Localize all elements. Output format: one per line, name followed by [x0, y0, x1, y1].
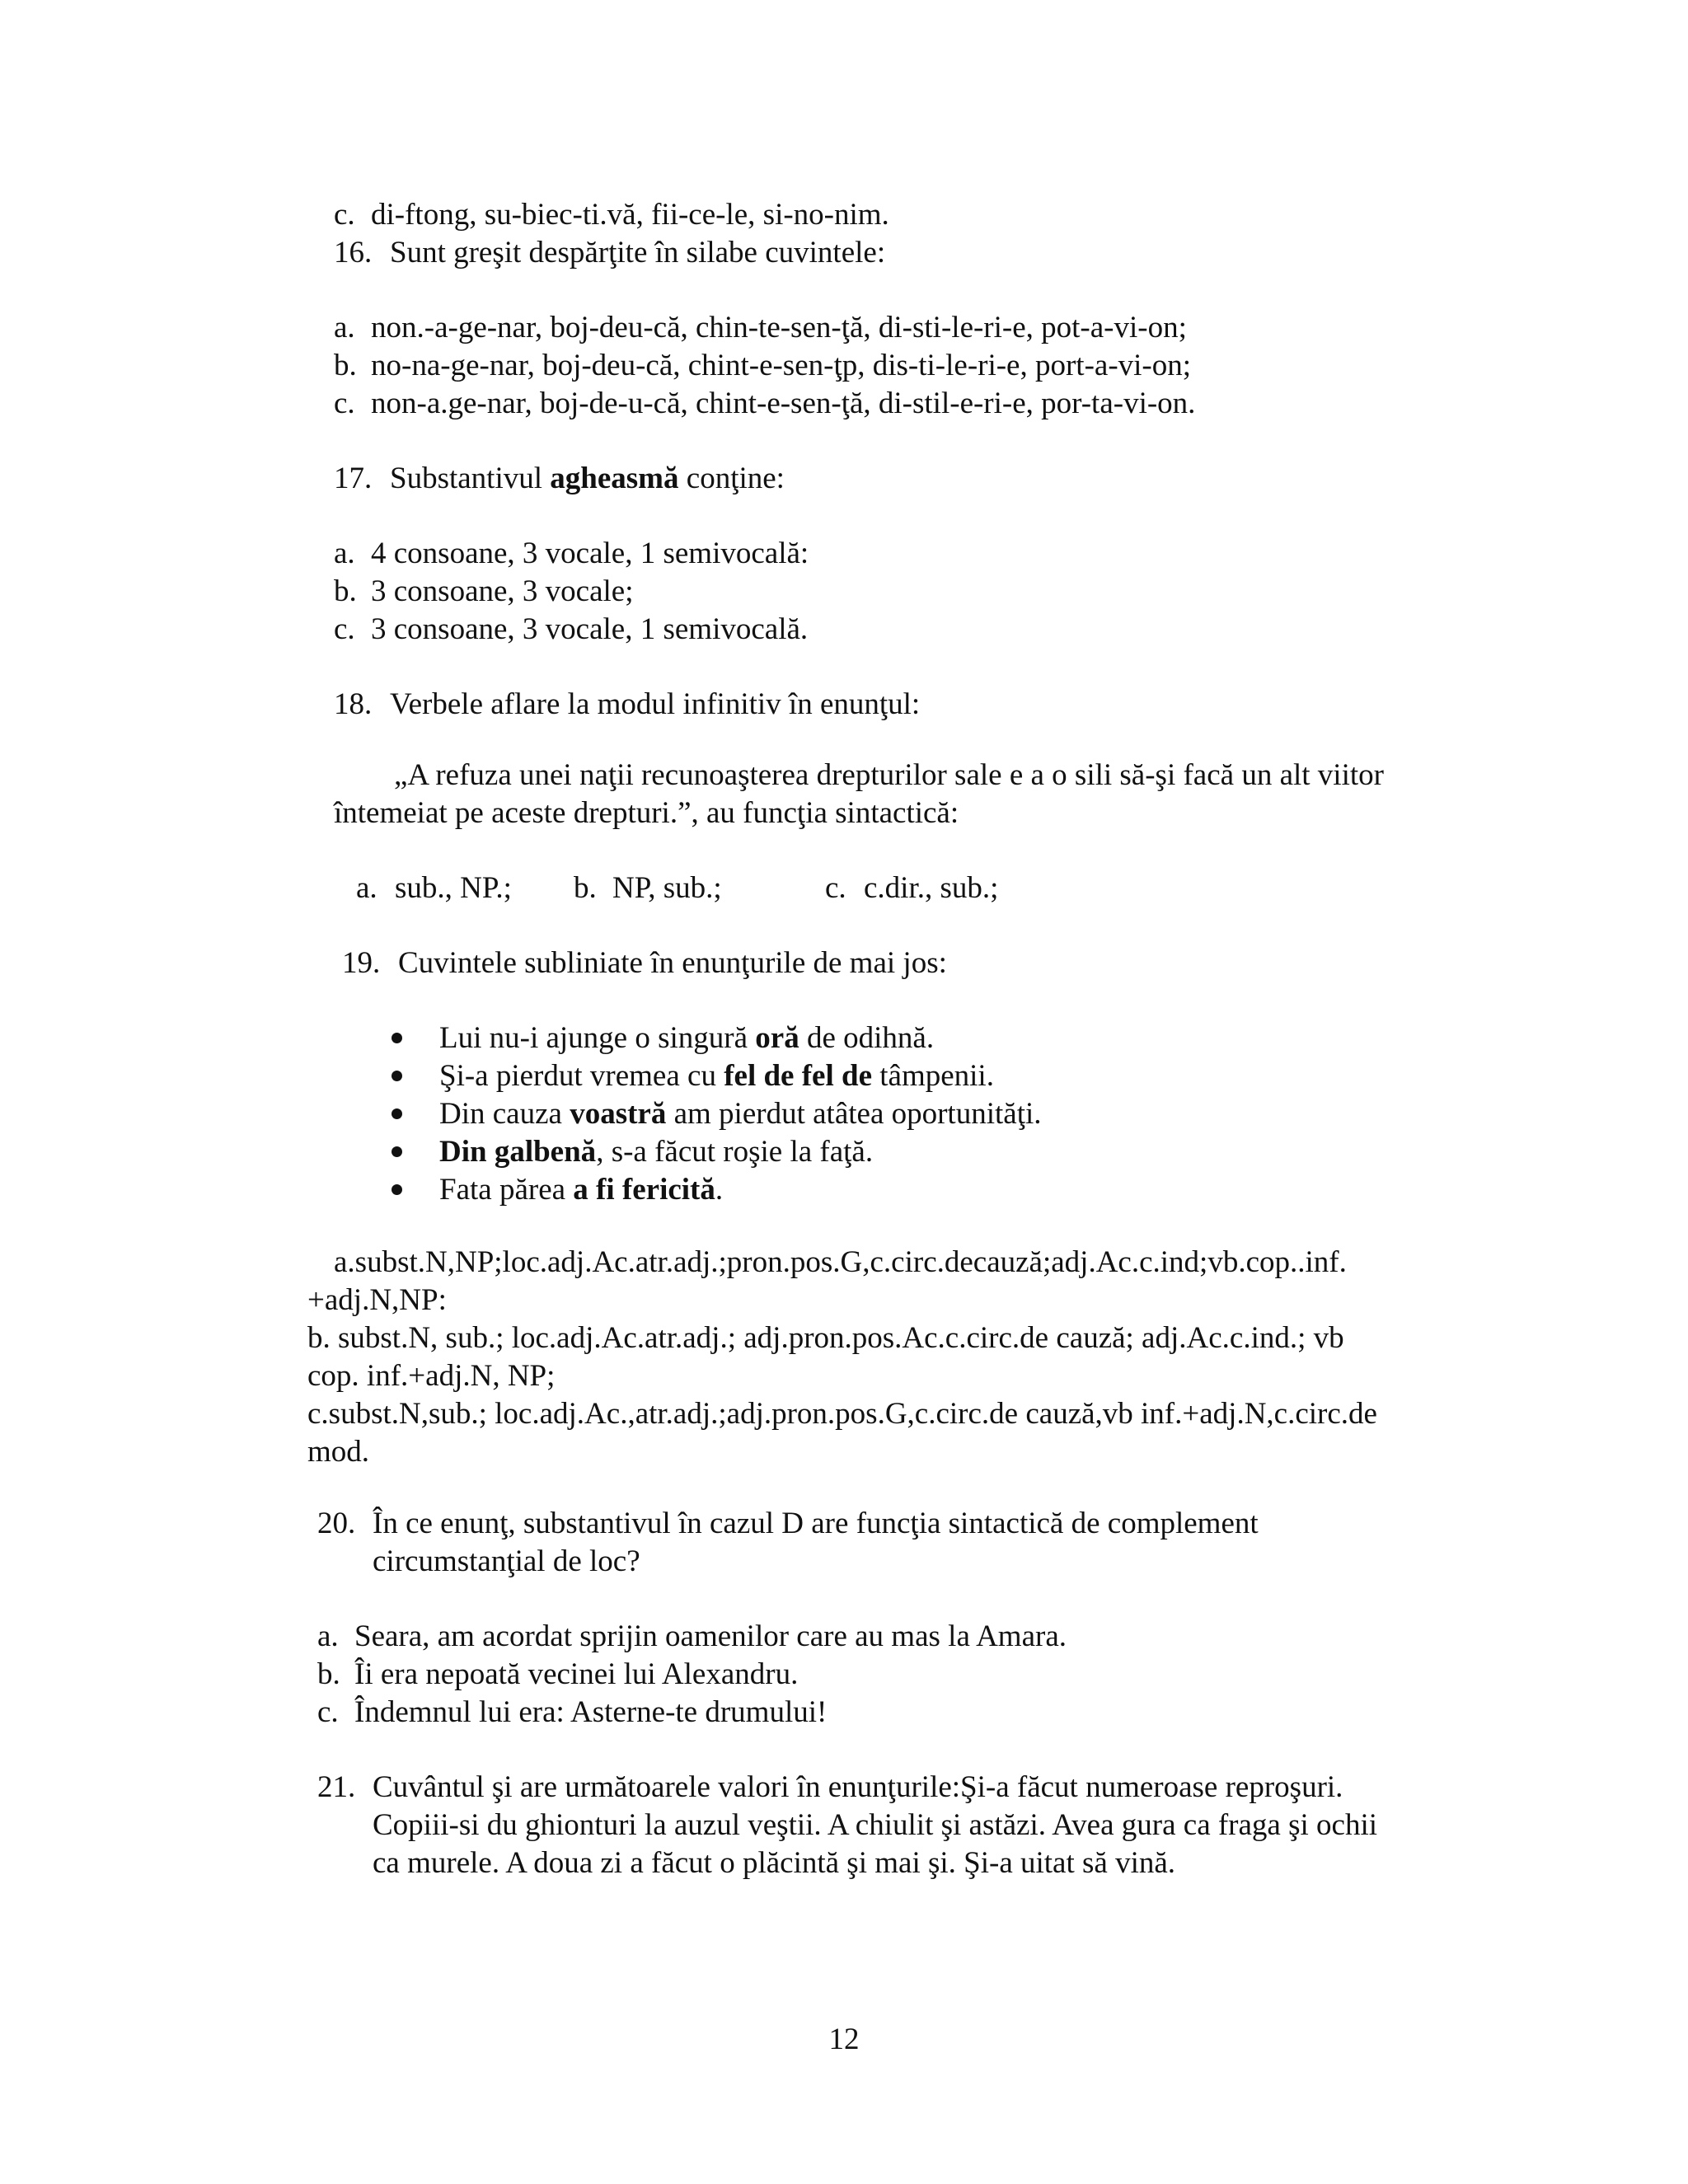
q15-option-c	[334, 196, 889, 234]
option-text: Îndemnul lui era: Asterne-te drumului!	[354, 1695, 828, 1729]
underlined-word: fel de fel de	[724, 1059, 872, 1093]
q20-stem-line-2: circumstanţial de loc?	[373, 1544, 640, 1578]
q21-stem	[317, 1769, 1343, 1807]
q21-stem-line-2: Copiii-si du ghionturi la auzul veştii. A chiulit şi astăzi. Avea gura ca fraga şi ochii	[373, 1808, 1378, 1842]
option-text: 4 consoane, 3 vocale, 1 semivocală:	[371, 537, 809, 570]
q20-option-b	[317, 1656, 798, 1694]
option-text: Îi era nepoată vecinei lui Alexandru.	[354, 1657, 799, 1691]
question-number: 20.	[317, 1507, 356, 1540]
q21-stem-line-3: ca murele. A doua zi a făcut o plăcintă şi mai şi. Şi-a uitat să vină.	[373, 1846, 1176, 1880]
q19-bullet-item: Din galbenă, s-a făcut roşie la faţă.	[439, 1135, 874, 1169]
question-text: Sunt greşit despărţite în silabe cuvintele:	[390, 236, 886, 269]
question-keyword: agheasmă	[550, 462, 679, 495]
option-text: Seara, am acordat sprijin oamenilor care au mas la Amara.	[354, 1619, 1067, 1653]
option-text: di-ftong, su-biec-ti.vă, fii-ce-le, si-no-nim.	[371, 198, 889, 232]
option-letter: c.	[334, 387, 355, 420]
q19-bullet-item: Fata părea a fi fericită.	[439, 1173, 724, 1207]
option-text: c.dir., sub.;	[864, 871, 999, 905]
bullet-icon	[392, 1108, 402, 1119]
question-number: 21.	[317, 1770, 356, 1804]
q19-answer-line: a.subst.N,NP;loc.adj.Ac.atr.adj.;pron.pos.G,c.circ.decauză;adj.Ac.c.ind;vb.cop..inf.	[334, 1245, 1347, 1279]
q18-quote-line-2: întemeiat pe aceste drepturi.”, au funcţia sintactică:	[334, 796, 959, 830]
q16-option-b	[334, 347, 1191, 385]
bullet-icon	[392, 1033, 402, 1043]
q19-answer-line: b. subst.N, sub.; loc.adj.Ac.atr.adj.; adj.pron.pos.Ac.c.circ.de cauză; adj.Ac.c.ind.; vb	[307, 1321, 1344, 1355]
q19-answer-line: cop. inf.+adj.N, NP;	[307, 1359, 556, 1393]
underlined-word: Din galbenă	[439, 1135, 597, 1169]
q19-bullet-item: Din cauza voastră am pierdut atâtea oportunităţi.	[439, 1097, 1042, 1131]
q20-option-c	[317, 1694, 827, 1732]
question-text: Verbele aflare la modul infinitiv în enunţul:	[390, 687, 921, 721]
option-letter: b.	[317, 1657, 340, 1691]
option-letter: c.	[334, 198, 355, 232]
question-number: 18.	[334, 687, 373, 721]
option-letter: a.	[317, 1619, 339, 1653]
option-letter: b.	[574, 871, 597, 905]
q18-stem	[334, 686, 920, 724]
question-text: Cuvintele subliniate în enunţurile de mai jos:	[398, 946, 947, 980]
option-text: non.-a-ge-nar, boj-deu-că, chin-te-sen-ţă, di-sti-le-ri-e, pot-a-vi-on;	[371, 311, 1187, 344]
question-text: Cuvântul şi are următoarele valori în enunţurile:Şi-a făcut numeroase reproşuri.	[373, 1770, 1343, 1804]
q20-stem	[317, 1505, 1259, 1543]
bullet-icon	[392, 1184, 402, 1195]
option-letter: b.	[334, 349, 357, 382]
option-text: 3 consoane, 3 vocale, 1 semivocală.	[371, 612, 809, 646]
q17-option-a	[334, 535, 809, 573]
option-letter: a.	[334, 537, 355, 570]
q20-option-a	[317, 1618, 1067, 1656]
q16-option-c	[334, 385, 1195, 423]
q19-answer-line: +adj.N,NP:	[307, 1283, 447, 1317]
underlined-word: a fi fericită	[573, 1173, 715, 1207]
q18-quote-line-1: „A refuza unei naţii recunoaşterea drepturilor sale e a o sili să-şi facă un alt viitor	[394, 758, 1384, 792]
q17-option-c	[334, 611, 808, 649]
question-text-end: conţine:	[686, 462, 785, 495]
bullet-icon	[392, 1146, 402, 1157]
option-letter: a.	[334, 311, 355, 344]
option-text: NP, sub.;	[612, 871, 722, 905]
option-letter: c.	[334, 612, 355, 646]
option-letter: a.	[356, 871, 377, 905]
q18-options	[356, 869, 998, 907]
question-text: În ce enunţ, substantivul în cazul D are funcţia sintactică de complement	[373, 1507, 1259, 1540]
question-number: 16.	[334, 236, 373, 269]
option-text: no-na-ge-nar, boj-deu-că, chint-e-sen-ţp, dis-ti-le-ri-e, port-a-vi-on;	[371, 349, 1192, 382]
q19-answer-line: mod.	[307, 1435, 370, 1469]
q19-answer-line: c.subst.N,sub.; loc.adj.Ac.,atr.adj.;adj.pron.pos.G,c.circ.de cauză,vb inf.+adj.N,c.circ.de	[307, 1397, 1377, 1431]
q19-bullet-item: Şi-a pierdut vremea cu fel de fel de tâmpenii.	[439, 1059, 994, 1093]
page-number: 12	[828, 2022, 860, 2056]
question-text: Substantivul	[390, 462, 543, 495]
option-letter: c.	[825, 871, 846, 905]
option-text: non-a.ge-nar, boj-de-u-că, chint-e-sen-ţă, di-stil-e-ri-e, por-ta-vi-on.	[371, 387, 1196, 420]
underlined-word: voastră	[570, 1097, 667, 1131]
q19-bullet-item: Lui nu-i ajunge o singură oră de odihnă.	[439, 1021, 935, 1055]
question-number: 17.	[334, 462, 373, 495]
option-letter: c.	[317, 1695, 339, 1729]
q16-stem	[334, 234, 885, 272]
q16-option-a	[334, 309, 1187, 347]
q19-stem	[342, 944, 947, 982]
bullet-icon	[392, 1071, 402, 1081]
option-text: sub., NP.;	[395, 871, 512, 905]
q17-stem	[334, 460, 785, 498]
question-number: 19.	[342, 946, 381, 980]
option-letter: b.	[334, 574, 357, 608]
underlined-word: oră	[755, 1021, 799, 1055]
q17-option-b	[334, 573, 634, 611]
option-text: 3 consoane, 3 vocale;	[371, 574, 634, 608]
